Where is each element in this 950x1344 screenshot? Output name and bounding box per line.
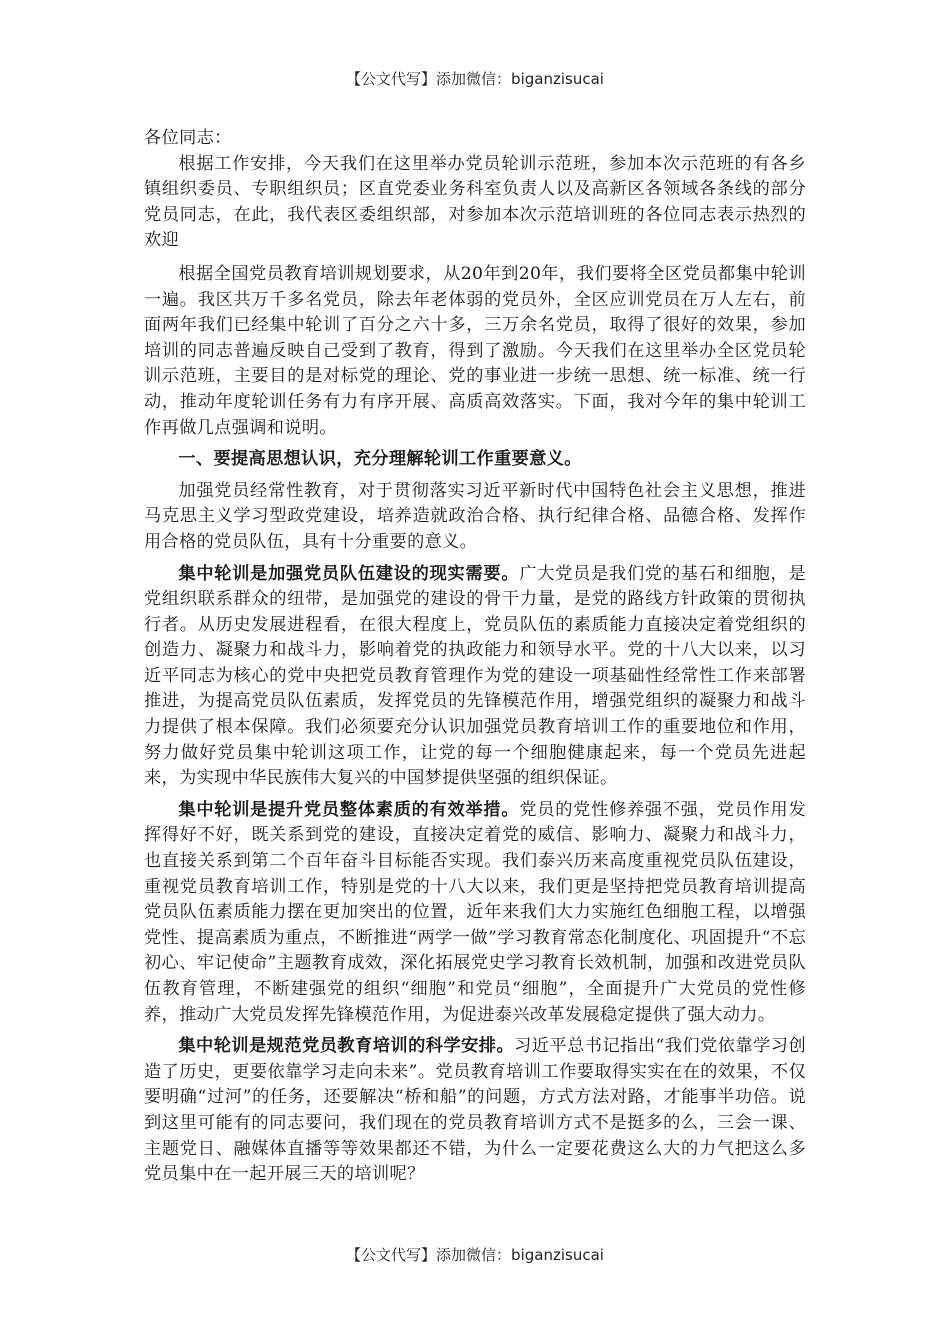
paragraph-text: 党员的党性修养强不强，党员作用发挥得好不好，既关系到党的建设，直接决定着党的威信、影响力、凝聚力和战斗力，也直接关系到第二个百年奋斗目标能否实现。我们泰兴历来高度重视党员队伍建设，重视党员教育培训工作，特别是党的十八大以来，我们更是坚持把党员教育培训提高党员队伍素质能力摆在更加突出的位置，近年来我们大力实施红色细胞工程，以增强党性、提高素质为重点，不断推进“两学一做”学习教育常态化制度化、巩固提升“不忘初心、牢记使命”主题教育成效，深化拓展党史学习教育长效机制，加强和改进党员队伍教育管理，不断建强党的组织“细胞”和党员“细胞”，全面提升广大党员的党性修养，推动广大党员发挥先锋模范作用，为促进泰兴改革发展稳定提供了强大动力。 bbox=[144, 799, 806, 1025]
page-footer: 【公文代写】添加微信：biganzisucai bbox=[346, 1246, 604, 1264]
section-heading bbox=[144, 447, 806, 473]
page-header: 【公文代写】添加微信：biganzisucai bbox=[346, 70, 604, 88]
paragraph-text: 习近平总书记指出“我们党依靠学习创造了历史，更要依靠学习走向未来”。党员教育培训工作要取得实实在在的效果，不仅要明确“过河”的任务，还要解决“桥和船”的问题，方式方法对路，才能事半功倍。说到这里可能有的同志要问，我们现在的党员教育培训方式不是挺多的么，三会一课、主题党日、融媒体直播等等效果都还不错，为什么一定要花费这么大的力气把这么多党员集中在一起开展三天的培训呢？ bbox=[144, 1036, 806, 1185]
paragraph-team-building bbox=[144, 562, 806, 792]
paragraph-training-plan bbox=[144, 262, 806, 441]
paragraph-lead: 集中轮训是规范党员教育培训的科学安排。 bbox=[178, 1036, 515, 1057]
paragraph-text: 根据全国党员教育培训规划要求，从20年到20年，我们要将全区党员都集中轮训一遍。我区共万千多名党员，除去年老体弱的党员外，全区应训党员在万人左右，前面两年我们已经集中轮训了百分之六十多，三万余名党员，取得了很好的效果，参加培训的同志普遍反映自己受到了教育，得到了激励。今天我们在这里举办全区党员轮训示范班，主要目的是对标党的理论、党的事业进一步统一思想、统一标准、统一行动，推动年度轮训任务有力有序开展、高质高效落实。下面，我对今年的集中轮训工作再做几点强调和说明。 bbox=[144, 263, 806, 438]
document-body bbox=[144, 126, 806, 1194]
paragraph-significance bbox=[144, 479, 806, 556]
paragraph-quality bbox=[144, 798, 806, 1028]
paragraph-lead: 集中轮训是加强党员队伍建设的现实需要。 bbox=[178, 563, 520, 584]
paragraph-text: 加强党员经常性教育，对于贯彻落实习近平新时代中国特色社会主义思想，推进马克思主义学习型政党建设，培养造就政治合格、执行纪律合格、品德合格、发挥作用合格的党员队伍，具有十分重要的意义。 bbox=[144, 480, 806, 552]
paragraph-welcome bbox=[144, 152, 806, 254]
heading-text: 一、要提高思想认识，充分理解轮训工作重要意义。 bbox=[178, 449, 582, 470]
paragraph-text: 根据工作安排，今天我们在这里举办党员轮训示范班，参加本次示范班的有各乡镇组织委员、专职组织员；区直党委业务科室负责人以及高新区各领域各条线的部分党员同志，在此，我代表区委组织部，对参加本次示范培训班的各位同志表示热烈的欢迎 bbox=[144, 153, 806, 251]
paragraph-text: 广大党员是我们党的基石和细胞，是党组织联系群众的纽带，是加强党的建设的骨干力量，是党的路线方针政策的贯彻执行者。从历史发展进程看，在很大程度上，党员队伍的素质能力直接决定着党组织的创造力、凝聚力和战斗力，影响着党的执政能力和领导水平。党的十八大以来，以习近平同志为核心的党中央把党员教育管理作为党的建设一项基础性经常性工作来部署推进，为提高党员队伍素质，发挥党员的先锋模范作用，增强党组织的凝聚力和战斗力提供了根本保障。我们必须要充分认识加强党员教育培训工作的重要地位和作用，努力做好党员集中轮训这项工作，让党的每一个细胞健康起来，每一个党员先进起来，为实现中华民族伟大复兴的中国梦提供坚强的组织保证。 bbox=[144, 563, 806, 789]
paragraph-arrangement bbox=[144, 1034, 806, 1188]
salutation: 各位同志： bbox=[144, 128, 232, 148]
paragraph-lead: 集中轮训是提升党员整体素质的有效举措。 bbox=[178, 799, 520, 820]
